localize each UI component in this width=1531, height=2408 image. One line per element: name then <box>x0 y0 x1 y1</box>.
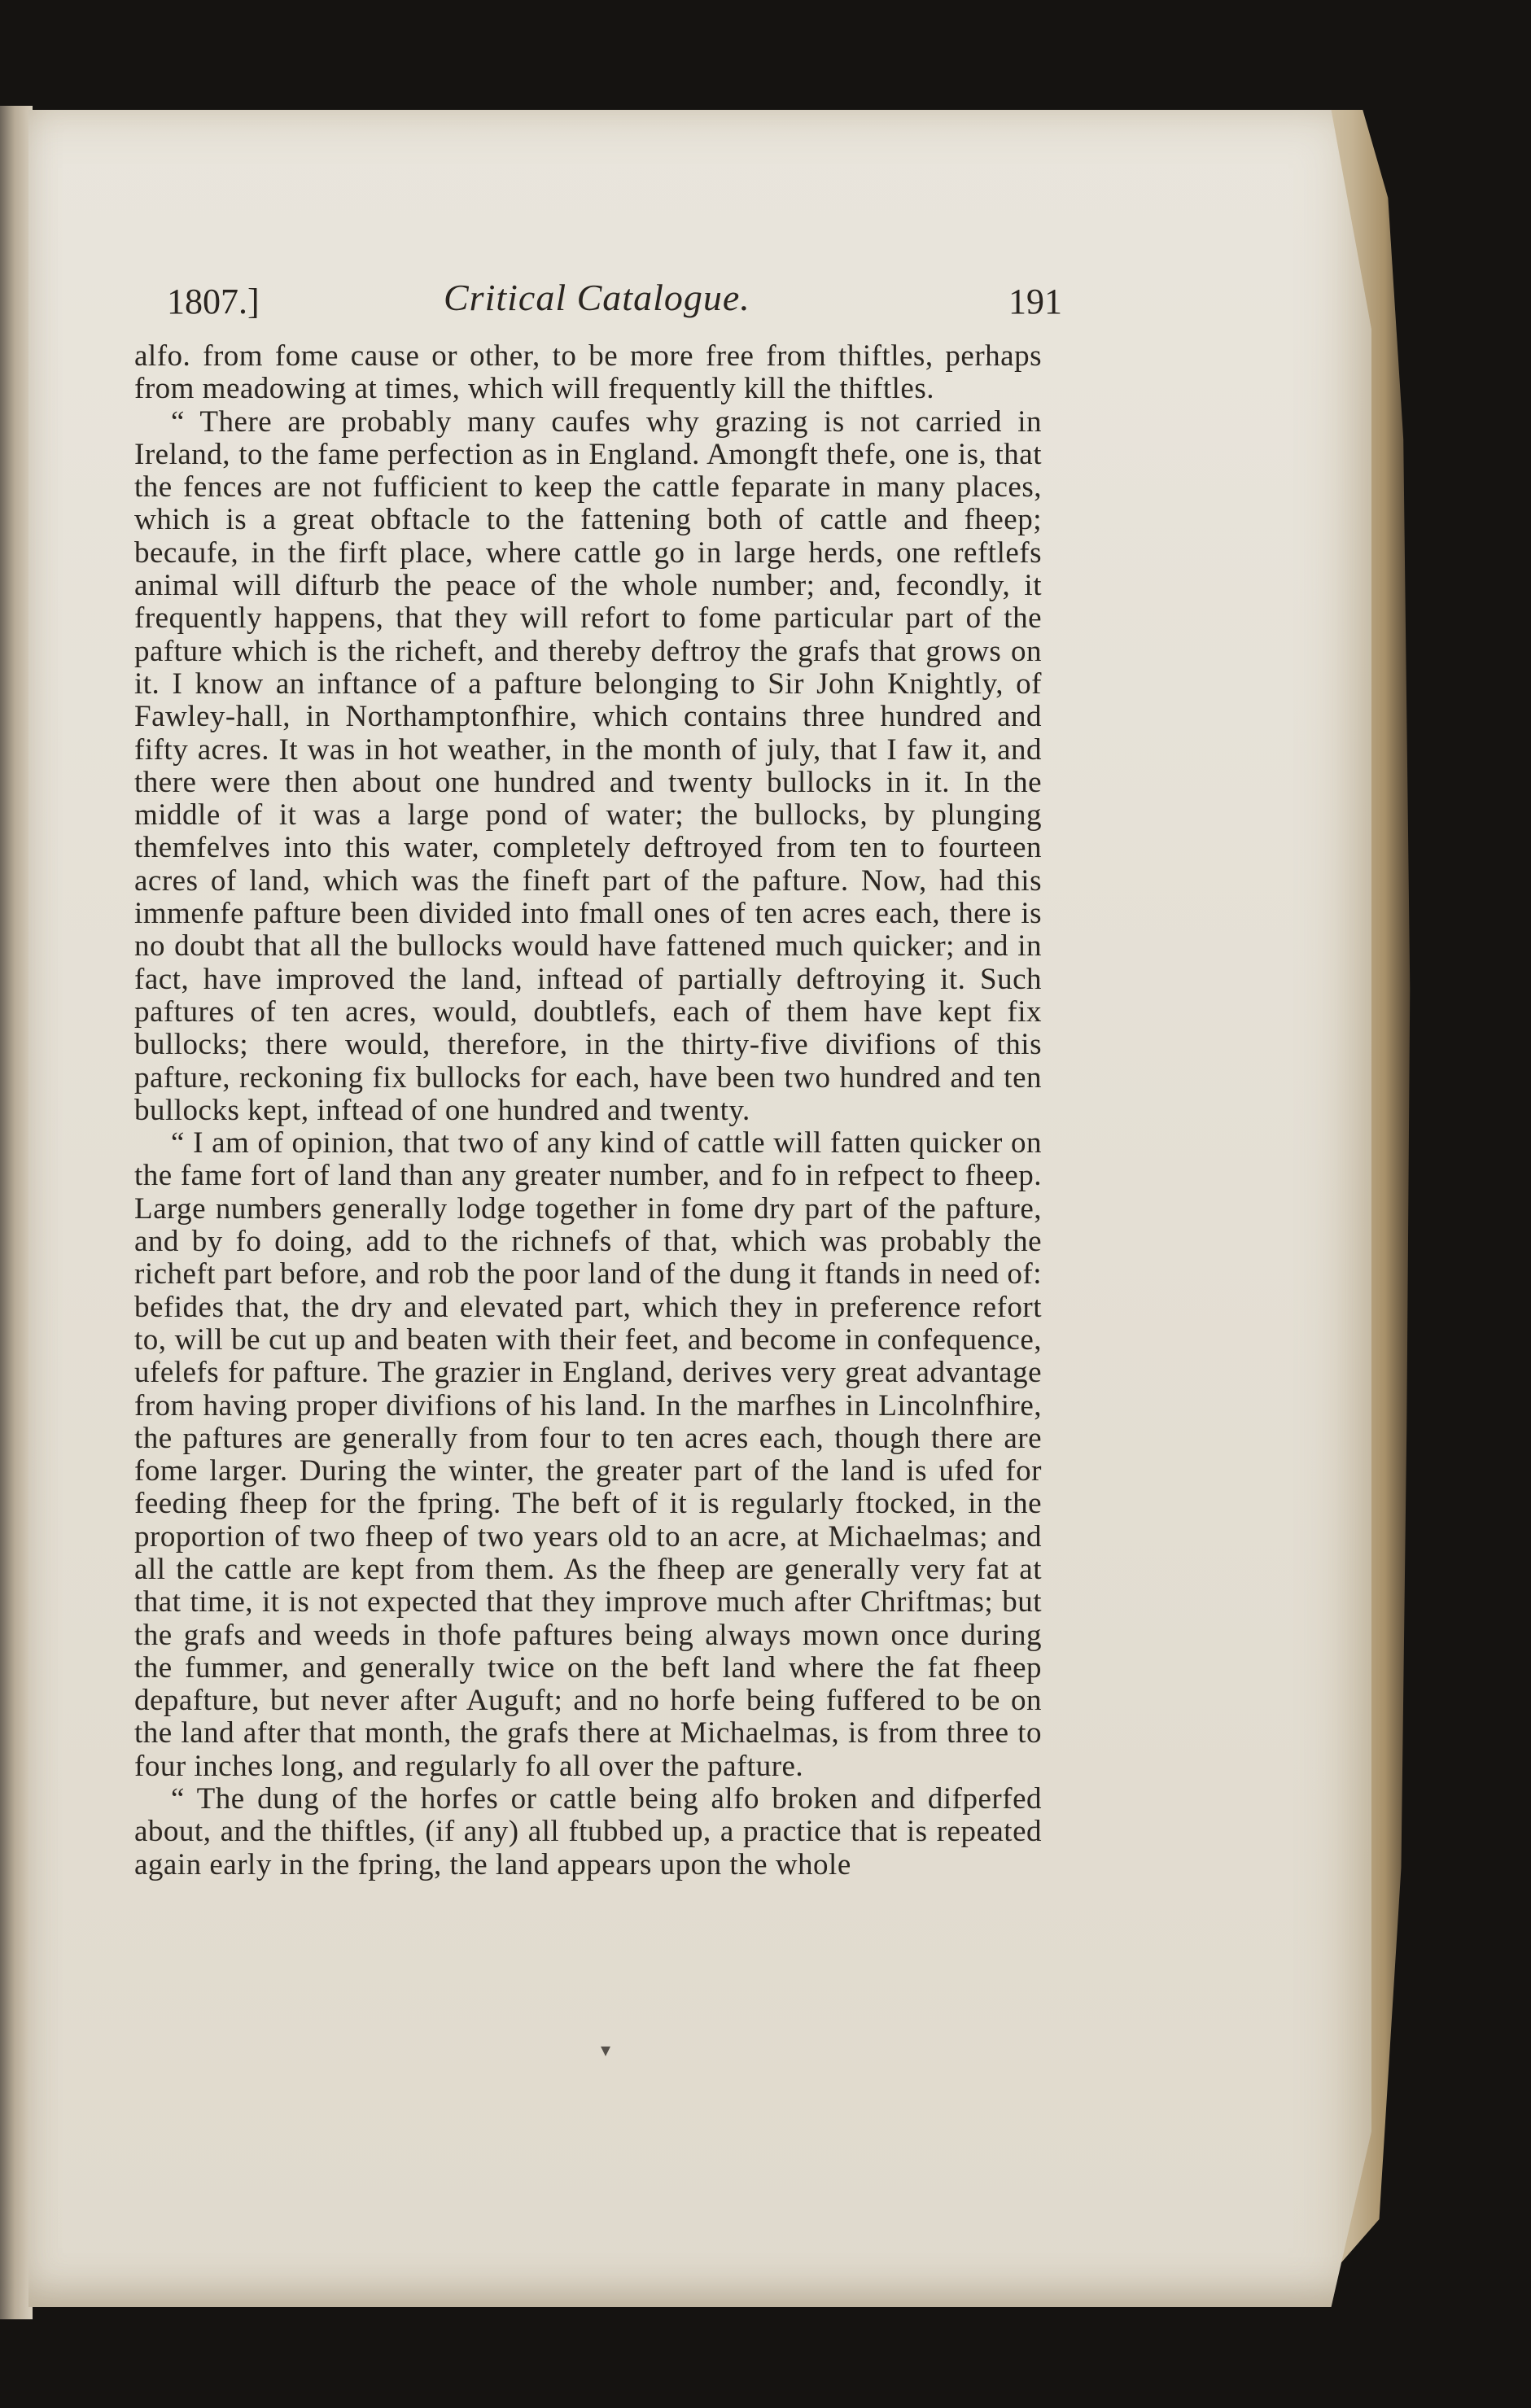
book-spine-edge <box>0 106 33 2319</box>
running-header-title: Critical Catalogue. <box>444 277 750 318</box>
running-header <box>167 277 1062 330</box>
body-text <box>134 340 1042 1881</box>
paragraph: alfo. from fome cause or other, to be more free from thiftles, perhaps from meadowing at times, which will frequently kill the thiftles. <box>134 339 1042 406</box>
running-header-year: 1807.] <box>167 282 260 321</box>
page-number: 191 <box>1008 282 1062 321</box>
paragraph: “ There are probably many caufes why grazing is not carried in Ireland, to the fame perfection as in England. Amongft thefe, one is, that the fences are not fufficient to keep the cattle feparate in many places, which is a great obftacle to the fattening both of cattle and fheep; becaufe, in the firft place, where cattle go in large herds, one reftlefs animal will difturb the peace of the whole number; and, fecondly, it frequently happens, that they will refort to fome particular part of the pafture which is the richeft, and thereby deftroy the grafs that grows on it. I know an inftance of a pafture belonging to Sir John Knightly, of Fawley-hall, in Northamptonfhire, which contains three hundred and fifty acres. It was in hot weather, in the month of july, that I faw it, and there were then about one hundred and twenty bullocks in it. In the middle of it was a large pond of water; the bullocks, by plunging themfelves into this water, completely deftroyed from ten to fourteen acres of land, which was the fineft part of the pafture. Now, had this immenfe pafture been divided into fmall ones of ten acres each, there is no doubt that all the bullocks would have fattened much quicker; and in fact, have improved the land, inftead of partially deftroying it. Such paftures of ten acres, would, doubtlefs, each of them have kept fix bullocks; there would, therefore, in the thirty-five divifions of this pafture, reckoning fix bullocks for each, have been two hundred and ten bullocks kept, inftead of one hundred and twenty. <box>134 404 1042 1127</box>
paragraph: “ The dung of the horfes or cattle being alfo broken and difperfed about, and the thiftles, (if any) all ftubbed up, a practice that is repeated again early in the fpring, the land appears upon the whole <box>134 1782 1042 1881</box>
printer-mark: ▾ <box>601 2040 611 2061</box>
paragraph: “ I am of opinion, that two of any kind of cattle will fatten quicker on the fame fort of land than any greater number, and fo in refpect to fheep. Large numbers generally lodge together in fome dry part of the pafture, and by fo doing, add to the richnefs of that, which was probably the richeft part before, and rob the poor land of the dung it ftands in need of: befides that, the dry and elevated part, which they in preference refort to, will be cut up and beaten with their feet, and become in confequence, ufelefs for pafture. The grazier in England, derives very great advantage from having proper divifions of his land. In the marfhes in Lincolnfhire, the paftures are generally from four to ten acres each, though there are fome larger. During the winter, the greater part of the land is ufed for feeding fheep for the fpring. The beft of it is regularly ftocked, in the proportion of two fheep of two years old to an acre, at Michaelmas; and all the cattle are kept from them. As the fheep are generally very fat at that time, it is not expected that they improve much after Chriftmas; but the grafs and weeds in thofe paftures being always mown once during the fummer, and generally twice on the beft land where the fat fheep depafture, but never after Auguft; and no horfe being fuffered to be on the land after that month, the grafs there at Michaelmas, is from three to four inches long, and regularly fo all over the pafture. <box>134 1126 1042 1783</box>
